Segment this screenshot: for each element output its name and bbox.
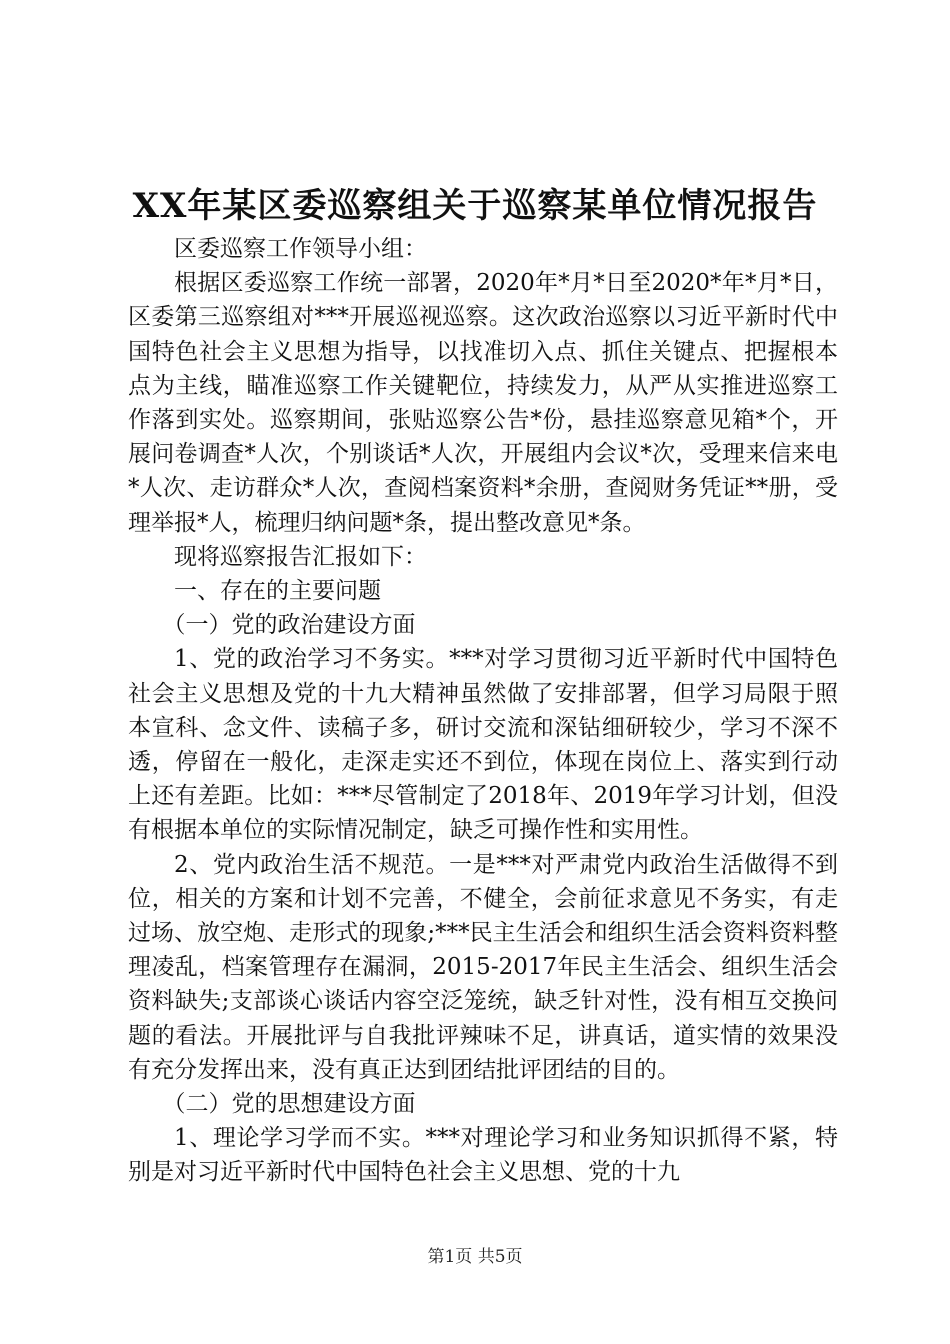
document-body [128, 232, 838, 1190]
intro-paragraph: 根据区委巡察工作统一部署，2020年*月*日至2020*年*月*日，区委第三巡察组对***开展巡视巡察。这次政治巡察以习近平新时代中国特色社会主义思想为指导，以找准切入点、抓住关键点、把握根本点为主线，瞄准巡察工作关键靶位，持续发力，从严从实推进巡察工作落到实处。巡察期间，张贴巡察公告*份，悬挂巡察意见箱*个，开展问卷调查*人次，个别谈话*人次，开展组内会议*次，受理来信来电*人次、走访群众*人次，查阅档案资料*余册，查阅财务凭证**册，受理举报*人，梳理归纳问题*条，提出整改意见*条。 [128, 270, 838, 536]
body-paragraph: 2、党内政治生活不规范。一是***对严肃党内政治生活做得不到位，相关的方案和计划不完善，不健全，会前征求意见不务实，有走过场、放空炮、走形式的现象;***民主生活会和组织生活会资料资料整理凌乱，档案管理存在漏洞，2015-2017年民主生活会、组织生活会资料缺失;支部谈心谈话内容空泛笼统，缺乏针对性，没有相互交换问题的看法。开展批评与自我批评辣味不足，讲真话，道实情的效果没有充分发挥出来，没有真正达到团结批评团结的目的。 [128, 851, 838, 1083]
document-title: XX年某区委巡察组关于巡察某单位情况报告 [132, 186, 818, 226]
salutation: 区委巡察工作领导小组： [174, 236, 427, 262]
page-footer: 第1页 共5页 [427, 1247, 523, 1267]
body-paragraph: 1、理论学习学而不实。***对理论学习和业务知识抓得不紧，特别是对习近平新时代中国特色社会主义思想、党的十九 [128, 1125, 838, 1186]
report-lead-in: 现将巡察报告汇报如下： [174, 543, 427, 570]
body-paragraph: 1、党的政治学习不务实。***对学习贯彻习近平新时代中国特色社会主义思想及党的十九大精神虽然做了安排部署，但学习局限于照本宣科、念文件、读稿子多，研讨交流和深钻细研较少，学习不深不透，停留在一般化，走深走实还不到位，体现在岗位上、落实到行动上还有差距。比如：***尽管制定了2018年、2019年学习计划，但没有根据本单位的实际情况制定，缺乏可操作性和实用性。 [128, 646, 838, 844]
subsection-heading: （一）党的政治建设方面 [162, 612, 416, 639]
section-heading: 一、存在的主要问题 [174, 578, 381, 605]
subsection-heading: （二）党的思想建设方面 [162, 1091, 416, 1118]
